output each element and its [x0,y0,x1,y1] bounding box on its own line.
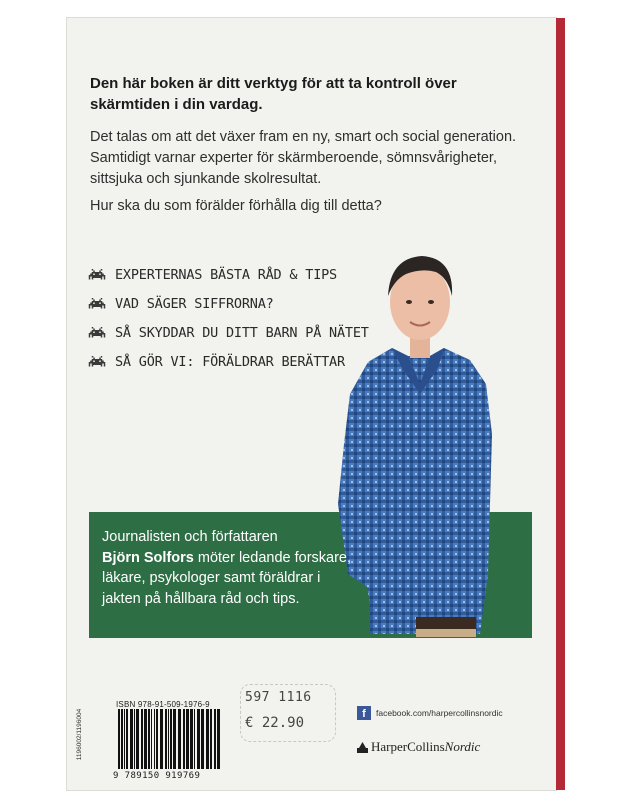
barcode-bar [183,709,185,769]
book-spine-edge [556,18,565,790]
intro-paragraph: Det talas om att det växer fram en ny, smart och social generation. Samtidigt varnar experter för skärmberoende, sömnsvårigheter, sittsjuka och sjunkande skolresultat. [90,129,517,187]
publisher-flame-icon [357,742,368,753]
price-code: 597 1116 [245,690,312,705]
intro-question: Hur ska du som förälder förhålla dig till detta? [90,198,382,214]
side-code [76,697,96,777]
barcode-bar [126,709,128,769]
barcode-bar [141,709,143,769]
feature-label: SÅ SKYDDAR DU DITT BARN PÅ NÄTET [115,324,369,341]
feature-label: VAD SÄGER SIFFRORNA? [115,295,274,312]
feature-label: SÅ GÖR VI: FÖRÄLDRAR BERÄTTAR [115,353,345,370]
barcode-bar [144,709,147,769]
barcode-bar [170,709,172,769]
barcode-bar [173,709,176,769]
author-description [102,527,362,609]
barcode-bar [124,709,125,769]
barcode-bar [136,709,139,769]
space-invader-icon [88,269,106,281]
barcode-bar [121,709,123,769]
barcode-bar [118,709,120,769]
barcode-bar [160,709,163,769]
space-invader-icon [88,298,106,310]
barcode-bar [156,709,158,769]
facebook-link[interactable] [357,706,503,720]
barcode-bar [210,709,212,769]
barcode-bar [130,709,133,769]
intro-headline: Den här boken är ditt verktyg för att ta kontroll över skärmtiden i din vardag. [90,75,457,113]
barcode-bar [190,709,193,769]
barcode-number: 9 789150 919769 [113,771,201,781]
author-description-text: möter ledande forskare, läkare, psykologer samt föräldrar i jakten på hållbara råd och tips. [102,549,352,607]
barcode-bar [151,709,152,769]
barcode-bar [148,709,150,769]
feature-label: EXPERTERNAS BÄSTA RÅD & TIPS [115,266,337,283]
side-code-text: 1196002/1196004 [76,708,84,761]
barcode-bar [217,709,220,769]
price-sticker [240,684,334,740]
space-invader-icon [88,356,106,368]
barcode-bar [178,709,181,769]
author-intro-text: Journalisten och författaren [102,529,278,545]
barcode-bar [206,709,209,769]
barcode-bar [134,709,135,769]
space-invader-icon [88,327,106,339]
publisher-name: HarperCollins [371,739,445,754]
publisher-suffix: Nordic [444,739,481,754]
barcode-bar [168,709,169,769]
barcode-bar [186,709,189,769]
price-value: € 22.90 [245,715,305,731]
barcode-bar [197,709,200,769]
isbn-label: ISBN 978-91-509-1976-9 [116,700,210,709]
facebook-url: facebook.com/harpercollinsnordic [376,708,503,718]
author-name: Björn Solfors [102,549,194,566]
barcode-bar [154,709,155,769]
barcode-bar [214,709,216,769]
publisher-logo [357,739,480,755]
barcode [116,709,224,771]
barcode-bar [194,709,195,769]
facebook-icon: f [357,706,371,720]
barcode-bar [201,709,204,769]
barcode-bar [165,709,167,769]
